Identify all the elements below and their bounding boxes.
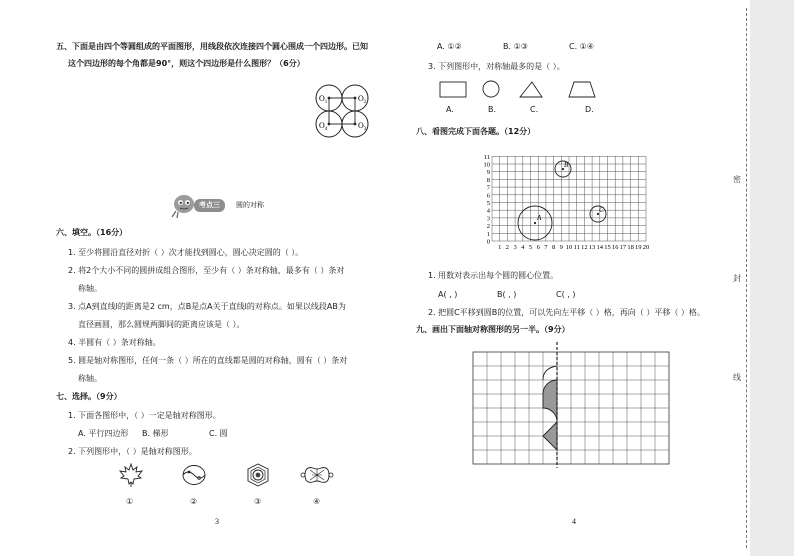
circle-label-o2: $O_2$	[358, 94, 367, 105]
circle-label-o4: $O_4$	[319, 121, 328, 132]
q6-item-5-cont: 称轴。	[78, 374, 102, 383]
grid-y-label: 5	[486, 200, 490, 207]
grid-x-label: 12	[581, 244, 588, 251]
grid-x-label: 19	[635, 244, 642, 251]
q7-item-1: 1. 下面各图形中，（ ）一定是轴对称图形。	[68, 411, 221, 420]
maple-leaf-icon	[118, 463, 144, 487]
q8-pair-a: A( , )	[438, 290, 458, 299]
coordinate-grid	[478, 146, 678, 258]
q5-title: 五、下面是由四个等圆组成的平面图形，用线段依次连接四个圆心围成一个四边形。已知	[56, 42, 368, 51]
shape-label-2: ②	[190, 497, 198, 506]
grid-y-label: 3	[486, 215, 490, 223]
grid-x-label: 11	[573, 244, 580, 251]
semicircle-shape	[543, 380, 557, 422]
grid-y-label: 8	[486, 176, 490, 184]
grid-y-label: 9	[486, 169, 490, 177]
q7-item-1-opt-a: A. 平行四边形	[78, 429, 129, 438]
rectangle-shape	[440, 82, 466, 97]
circle-label-o3: $O_3$	[358, 121, 367, 132]
triangle-half-shape	[543, 422, 557, 450]
grid-y-label: 10	[483, 161, 490, 169]
circle-label-c: C	[599, 206, 604, 214]
grid-y-label: 0	[486, 238, 490, 246]
q8-pair-b: B( , )	[497, 290, 517, 299]
q8-pair-c: C( , )	[556, 290, 576, 299]
q8-item-1: 1. 用数对表示出每个圆的圆心位置。	[428, 271, 559, 280]
q7-opt-a: A. ①②	[437, 42, 462, 51]
q6-item-1: 1. 至少将圆沿直径对折（ ）次才能找到圆心，圆心决定圆的（ ）。	[68, 248, 304, 257]
shape-opt-label-c: C.	[530, 105, 539, 114]
q6-item-3: 3. 点A到直线l的距离是2 cm，点B是点A关于直线l的对称点。如果以线段AB为	[68, 302, 346, 311]
circle-label-a: A	[537, 214, 542, 222]
trapezoid-shape	[569, 82, 595, 97]
circle-label-b: B	[564, 161, 569, 169]
arc-top-shape	[543, 366, 557, 380]
grid-x-label: 3	[513, 244, 517, 251]
shape-label-3: ③	[254, 497, 262, 506]
q6-item-5: 5. 圆是轴对称图形，任何一条（ ）所在的直线都是圆的对称轴，圆有（ ）条对	[68, 356, 348, 365]
shape-opt-label-d: D.	[585, 105, 594, 114]
grid-x-label: 1	[498, 244, 502, 251]
section-badge	[170, 193, 290, 217]
grid-x-label: 10	[565, 244, 573, 251]
shape-opt-label-b: B.	[488, 105, 497, 114]
page-number-right: 4	[572, 517, 576, 526]
q9-title: 九、画出下面轴对称图形的另一半。（9分）	[416, 325, 570, 334]
binding-char-1: 密	[733, 175, 741, 184]
grid-x-label: 9	[559, 244, 563, 251]
grid-y-label: 6	[486, 192, 490, 200]
shape-label-4: ④	[313, 497, 321, 506]
binding-dashed-line	[746, 8, 747, 548]
grid-y-label: 2	[486, 223, 490, 231]
q6-item-4: 4. 半圆有（ ）条对称轴。	[68, 338, 161, 347]
q6-item-2-cont: 称轴。	[78, 284, 102, 293]
grid-y-label: 4	[486, 207, 490, 215]
q7-item-2: 2. 下列图形中，（ ）是轴对称图形。	[68, 447, 197, 456]
q7-item-1-opt-c: C. 圆	[209, 429, 228, 438]
four-circles-figure	[312, 82, 376, 142]
grid-x-label: 17	[619, 244, 627, 251]
grid-y-label: 11	[483, 153, 490, 161]
q5-title-line2: 这个四边形的每个角都是90°，则这个四边形是什么图形？（6分）	[68, 59, 305, 68]
binding-char-3: 线	[733, 373, 741, 382]
grid-x-label: 8	[551, 244, 556, 251]
taiji-icon	[182, 464, 206, 486]
grid-x-label: 15	[604, 244, 611, 251]
grid-x-label: 6	[536, 244, 540, 251]
symmetry-grid	[470, 340, 682, 468]
hexagon-ring-icon	[246, 463, 270, 487]
q7-opt-c: C. ①④	[569, 42, 595, 51]
grid-x-label: 13	[588, 244, 596, 251]
q7-opt-b: B. ①③	[503, 42, 528, 51]
q6-item-3-cont: 直径画圆，那么圆规两脚间的距离应该是（ ）。	[78, 320, 245, 329]
q7-title: 七、选择。（9分）	[56, 392, 122, 401]
shape-options	[436, 78, 606, 100]
grid-y-label: 1	[486, 230, 490, 238]
q6-item-2: 2. 将2个大小不同的圆拼成组合图形，至少有（ ）条对称轴，最多有（ ）条对	[68, 266, 345, 275]
q7-item-3: 3. 下列图形中，对称轴最多的是（ ）。	[428, 62, 565, 71]
grid-x-label: 2	[505, 244, 510, 251]
shape-opt-label-a: A.	[446, 105, 454, 114]
grid-x-label: 4	[521, 244, 525, 251]
circle-shape	[483, 81, 499, 97]
q8-title: 八、看图完成下面各题。（12分）	[416, 127, 536, 136]
grid-y-label: 7	[486, 184, 490, 192]
grid-x-label: 7	[544, 244, 548, 251]
grid-x-label: 16	[611, 244, 619, 251]
page-number-left: 3	[215, 517, 219, 526]
grid-x-label: 5	[528, 244, 533, 251]
badge-title: 圆的对称	[236, 201, 264, 209]
shape-label-1: ①	[126, 497, 134, 506]
binding-char-2: 封	[733, 274, 741, 283]
grid-x-label: 18	[627, 244, 634, 251]
binding-strip	[750, 0, 794, 556]
q6-title: 六、填空。（16分）	[56, 228, 128, 237]
circle-label-o1: $O_1$	[319, 94, 328, 105]
q8-item-2: 2. 把圆C平移到圆B的位置，可以先向左平移（ ）格，再向（ ）平移（ ）格。	[428, 308, 705, 317]
chinese-knot-icon	[300, 463, 334, 487]
badge-tag: 考点三	[194, 199, 225, 212]
grid-x-label: 14	[596, 244, 604, 251]
triangle-shape	[520, 82, 542, 97]
grid-x-label: 20	[642, 244, 650, 251]
q7-item-1-opt-b: B. 梯形	[142, 429, 169, 438]
